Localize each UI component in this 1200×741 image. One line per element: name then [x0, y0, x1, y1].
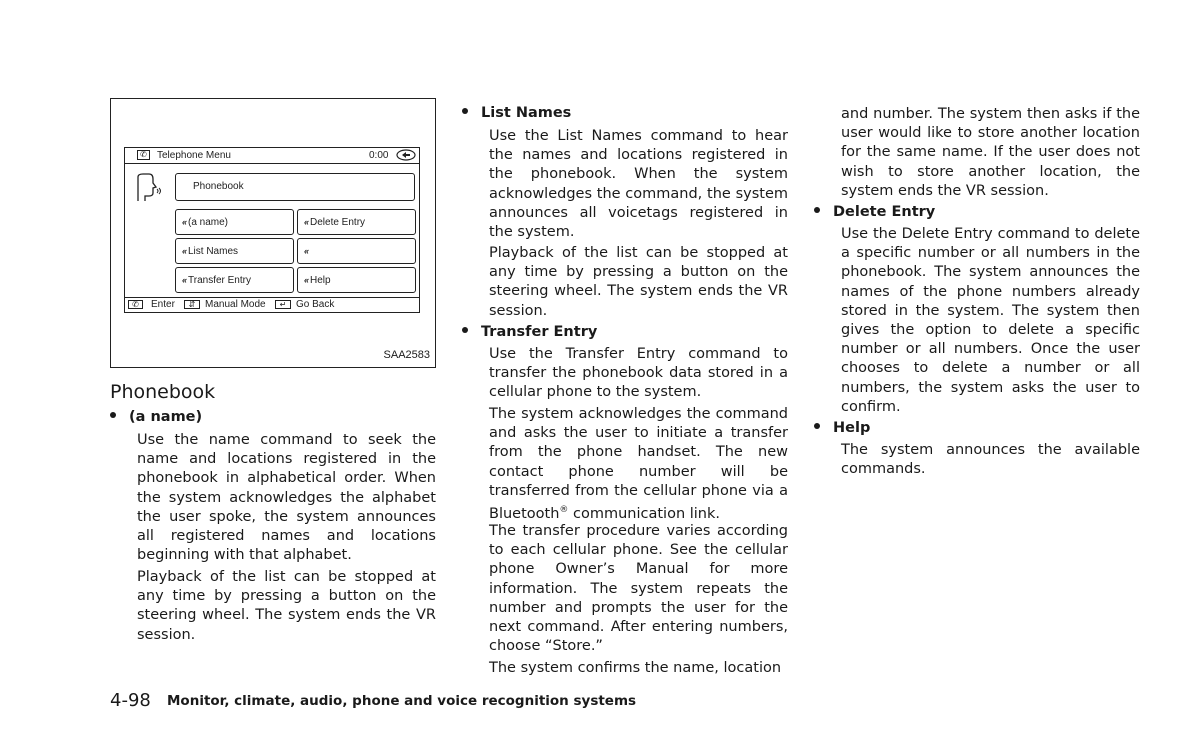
transfer-entry-paragraph-4-continued: and number. The system then asks if the user would like to store another location for the same name. If the user does not wish to store another location, the system ends the VR session.	[841, 106, 1140, 199]
item-title-text: List Names	[481, 105, 572, 121]
voice-wave-icon: ‹‹	[304, 217, 308, 227]
section-title: Phonebook	[110, 381, 216, 403]
phone-icon: ✆	[137, 150, 150, 160]
phonebook-input[interactable]	[175, 173, 415, 201]
screen-button-label: Transfer Entry	[188, 275, 251, 286]
delete-entry-paragraph-1: Use the Delete Entry command to delete a specific number or all numbers in the phonebook. The system announces the names of the phone numbers already stored in the system. The system then gives the option to delete a specific number or all numbers. Once the user chooses to delete a number or all numbers, the system asks the user to confirm.	[841, 226, 1140, 415]
voice-wave-icon: ‹‹	[304, 275, 308, 285]
enter-label: Enter	[151, 299, 175, 310]
transfer-entry-paragraph-2-end: communication link.	[568, 505, 720, 522]
item-title-transfer-entry	[462, 324, 597, 340]
manual-mode-label: Manual Mode	[205, 299, 266, 310]
bullet-icon	[110, 412, 116, 418]
screen-button-empty[interactable]	[297, 238, 416, 264]
bullet-icon	[814, 207, 820, 213]
registered-mark: ®	[559, 505, 569, 516]
screen-button-label: Delete Entry	[310, 217, 366, 228]
figure-code: SAA2583	[383, 349, 430, 361]
voice-wave-icon: ‹‹	[182, 275, 186, 285]
screen-display	[124, 147, 420, 313]
screen-button-a-name[interactable]	[175, 209, 294, 235]
phonebook-input-label: Phonebook	[193, 181, 244, 192]
bullet-icon	[814, 423, 820, 429]
transfer-entry-paragraph-4: The system confirms the name, location	[489, 660, 782, 676]
voice-wave-icon: ‹‹	[182, 217, 186, 227]
chapter-title: Monitor, climate, audio, phone and voice recognition systems	[167, 693, 637, 709]
voice-head-icon	[135, 173, 163, 203]
screen-button-help[interactable]	[297, 267, 416, 293]
item-title-a-name	[110, 409, 202, 425]
back-arrow-icon	[396, 149, 416, 161]
transfer-entry-paragraph-1: Use the Transfer Entry command to transfer the phonebook data stored in a cellular phone to the system.	[489, 346, 788, 401]
voice-wave-icon: ‹‹	[304, 246, 308, 256]
help-paragraph-1: The system announces the available commands.	[841, 442, 1140, 478]
go-back-label: Go Back	[296, 299, 335, 310]
list-names-paragraph-1: Use the List Names command to hear the names and locations registered in the phonebook. When the system acknowledges the command, the system announces all voicetags registered in the system.	[489, 128, 788, 241]
screen-button-transfer-entry[interactable]	[175, 267, 294, 293]
transfer-entry-paragraph-2-text: The system acknowledges the command and asks the user to initiate a transfer from the phone handset. The new contact phone number will be transferred from the cellular phone via a Bluetooth	[489, 406, 788, 522]
transfer-entry-paragraph-3: The transfer procedure varies according to each cellular phone. See the cellular phone Owner’s Manual for more information. The system repeats the number and prompts the user for the next command. After entering numbers, choose “Store.”	[489, 523, 788, 655]
item-title-text: Transfer Entry	[481, 324, 598, 340]
screen-button-list-names[interactable]	[175, 238, 294, 264]
manual-mode-icon: ⇵	[184, 300, 200, 309]
go-back-icon: ↵	[275, 300, 291, 309]
screen-button-label: Help	[310, 275, 331, 286]
screen-title-bar	[125, 148, 419, 164]
screen-timer: 0:00	[369, 150, 389, 161]
enter-icon: ✆	[128, 300, 143, 309]
screen-bottom-bar	[125, 297, 419, 312]
a-name-paragraph-2: Playback of the list can be stopped at any time by pressing a button on the steering wheel. The system ends the VR session.	[137, 569, 436, 643]
a-name-paragraph-1: Use the name command to seek the name and locations registered in the phonebook in alphabetical order. When the system acknowledges the alphabet the user spoke, the system announces all registered names and locations beginning with that alphabet.	[137, 432, 436, 564]
screen-button-label: List Names	[188, 246, 239, 257]
transfer-entry-paragraph-2	[489, 405, 788, 524]
screen-title: Telephone Menu	[157, 150, 231, 161]
item-title-text: Delete Entry	[833, 204, 936, 220]
bullet-icon	[462, 327, 468, 333]
bullet-icon	[462, 108, 468, 114]
list-names-paragraph-2: Playback of the list can be stopped at any time by pressing a button on the steering wheel. The system ends the VR session.	[489, 245, 788, 319]
item-title-help	[814, 420, 870, 436]
item-title-text: Help	[833, 420, 871, 436]
screen-button-delete-entry[interactable]	[297, 209, 416, 235]
item-title-delete-entry	[814, 204, 935, 220]
item-title-list-names	[462, 105, 571, 121]
voice-wave-icon: ‹‹	[182, 246, 186, 256]
item-title-text: (a name)	[129, 409, 203, 425]
page-number: 4-98	[110, 690, 151, 711]
screen-button-label: (a name)	[188, 217, 229, 228]
figure-telephone-menu	[110, 98, 436, 368]
